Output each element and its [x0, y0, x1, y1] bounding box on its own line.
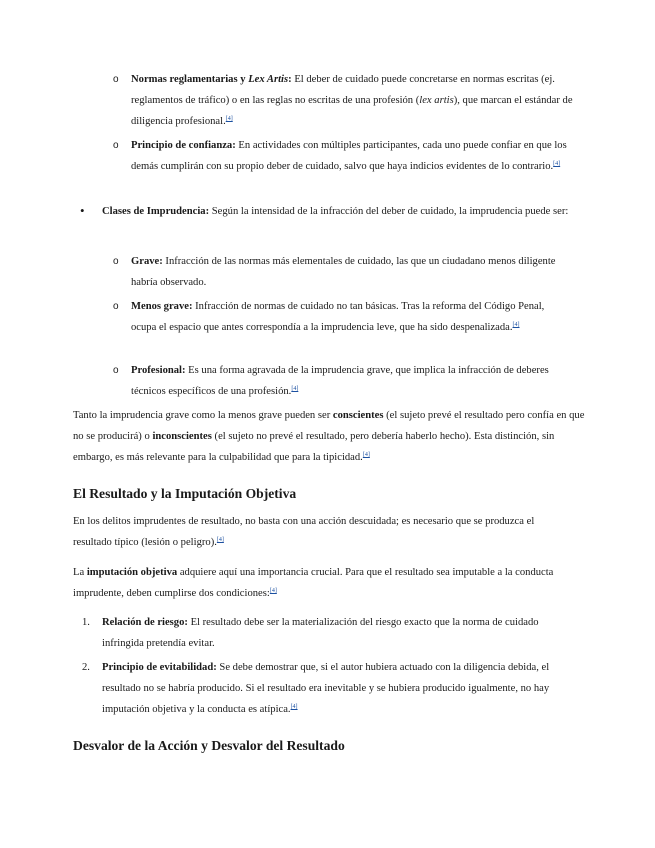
item-label: Normas reglamentarias y	[131, 74, 249, 85]
item-label: Menos grave:	[131, 301, 193, 312]
sub-bullet-marker: o	[113, 256, 119, 267]
list-item-confianza	[131, 135, 581, 177]
item-text: El deber de cuidado puede concretarse en normas escritas (ej. reglamentos de tráfico) o en las reglas no escritas de una profesión (	[131, 74, 555, 106]
text-run: La	[73, 567, 87, 578]
paragraph-delitos	[73, 511, 551, 553]
item-text: En actividades con múltiples participantes, cada uno puede confiar en que los demás cumplirán con su propio deber de cuidado, salvo que haya indicios evidentes de lo contrario.	[131, 140, 567, 172]
text-run: En los delitos imprudentes de resultado, no basta con una acción descuidada; es necesario que se produzca el resultado típico (lesión o peligro).	[73, 516, 535, 548]
footnote-ref-link[interactable]: [4]	[553, 161, 561, 167]
text-run-bold: inconscientes	[152, 431, 212, 442]
list-item-grave	[131, 251, 581, 293]
footnote-ref-link[interactable]: [4]	[216, 537, 224, 543]
list-number: 2.	[82, 662, 90, 673]
sub-bullet-marker: o	[113, 365, 119, 376]
item-text: Infracción de normas de cuidado no tan básicas. Tras la reforma del Código Penal, ocupa el espacio que antes correspondía a la imprudencia leve, que ha sido despenalizada.	[131, 301, 545, 333]
item-text: El resultado debe ser la materialización del riesgo exacto que la norma de cuidado infringida pretendía evitar.	[102, 617, 539, 649]
numbered-item-evitabilidad	[102, 657, 572, 720]
item-label: Profesional:	[131, 365, 186, 376]
footnote-ref-link[interactable]: [4]	[225, 116, 233, 122]
text-run: Tanto la imprudencia grave como la menos grave pueden ser	[73, 410, 333, 421]
sub-bullet-marker: o	[113, 74, 119, 85]
footnote-ref-link[interactable]: [4]	[291, 386, 299, 392]
paragraph-imputacion	[73, 562, 581, 604]
bullet-marker: •	[80, 203, 85, 218]
text-run: adquiere aquí una importancia crucial. Para que el resultado sea imputable a la conducta imprudente, deben cumplirse dos condiciones:	[73, 567, 554, 599]
text-run: (el sujeto prevé el resultado pero confía en que no se producirá) o	[73, 410, 585, 442]
section-heading-resultado: El Resultado y la Imputación Objetiva	[73, 486, 297, 501]
footnote-ref-link[interactable]: [4]	[512, 322, 520, 328]
numbered-item-riesgo	[102, 612, 564, 654]
footnote-ref-link[interactable]: [4]	[362, 452, 370, 458]
text-run-bold: imputación objetiva	[86, 567, 178, 578]
item-label: Clases de Imprudencia:	[102, 206, 210, 217]
section-heading-desvalor: Desvalor de la Acción y Desvalor del Resultado	[73, 738, 345, 753]
item-label-end: :	[288, 74, 292, 85]
sub-bullet-marker: o	[113, 140, 119, 151]
list-item-menos-grave	[131, 296, 561, 338]
footnote-ref-link[interactable]: [4]	[269, 588, 277, 594]
text-run-bold: conscientes	[332, 410, 384, 421]
list-number: 1.	[82, 617, 90, 628]
item-label: Grave:	[131, 256, 163, 267]
text-run: (el sujeto no prevé el resultado, pero debería haberlo hecho). Esta distinción, sin embargo, es más relevante para la culpabilidad que para la tipicidad.	[73, 431, 555, 463]
item-text: Se debe demostrar que, si el autor hubiera actuado con la diligencia debida, el resultado no se habría producido. Si el resultado era inevitable y se hubiera producido igualmente, no hay imputación objetiva y la conducta es atípica.	[102, 662, 550, 715]
item-label: Principio de evitabilidad:	[102, 662, 217, 673]
footnote-ref-link[interactable]: [4]	[290, 704, 298, 710]
list-item-clases	[102, 201, 588, 222]
item-label: Principio de confianza:	[131, 140, 236, 151]
sub-bullet-marker: o	[113, 301, 119, 312]
list-item-normas	[131, 69, 593, 132]
item-text: Infracción de las normas más elementales de cuidado, las que un ciudadano menos diligente habría observado.	[131, 256, 556, 288]
list-item-profesional	[131, 360, 571, 402]
paragraph-conscientes	[73, 405, 585, 468]
item-text-italic: lex artis	[419, 95, 454, 106]
item-label: Relación de riesgo:	[102, 617, 188, 628]
item-text: Es una forma agravada de la imprudencia grave, que implica la infracción de deberes técnicos específicos de una profesión.	[131, 365, 549, 397]
item-label-italic: Lex Artis	[248, 74, 289, 85]
item-text: ), que marcan el estándar de diligencia profesional.	[131, 95, 573, 127]
item-text: Según la intensidad de la infracción del deber de cuidado, la imprudencia puede ser:	[209, 206, 569, 217]
